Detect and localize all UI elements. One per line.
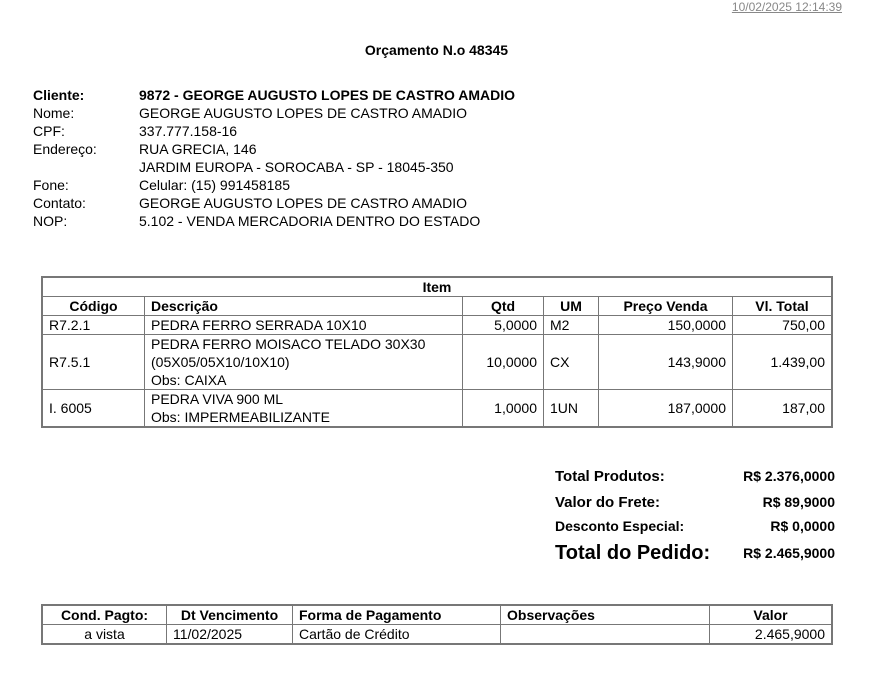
item-description-line1: PEDRA FERRO MOISACO TELADO 30X30 — [151, 336, 426, 352]
table-row — [42, 316, 832, 335]
freight-label: Valor do Frete: — [555, 493, 661, 511]
item-total: 750,00 — [733, 316, 833, 335]
payment-table — [41, 604, 833, 645]
item-um: M2 — [544, 316, 599, 335]
col-total: Vl. Total — [733, 297, 833, 316]
col-value: Valor — [710, 605, 833, 625]
item-qty: 1,0000 — [463, 390, 544, 428]
cpf-label: CPF: — [33, 123, 65, 139]
client-label: Cliente: — [33, 87, 85, 103]
payment-observations — [501, 625, 710, 645]
order-total-label: Total do Pedido: — [555, 541, 711, 564]
col-payment-condition: Cond. Pagto: — [42, 605, 167, 625]
item-observation: Obs: CAIXA — [151, 372, 227, 388]
item-code: R7.5.1 — [42, 335, 145, 390]
payment-method: Cartão de Crédito — [293, 625, 501, 645]
item-qty: 10,0000 — [463, 335, 544, 390]
cpf-value: 337.777.158-16 — [139, 123, 238, 139]
total-products-label: Total Produtos: — [555, 467, 665, 485]
phone-value: Celular: (15) 991458185 — [139, 177, 290, 193]
col-description: Descrição — [145, 297, 463, 316]
address-line1: RUA GRECIA, 146 — [139, 141, 257, 157]
col-code: Código — [42, 297, 145, 316]
item-price: 150,0000 — [599, 316, 733, 335]
items-header: Item — [42, 277, 832, 297]
name-label: Nome: — [33, 105, 75, 121]
col-qty: Qtd — [463, 297, 544, 316]
item-description — [145, 335, 463, 390]
order-total-value: R$ 2.465,9000 — [743, 545, 835, 561]
contact-label: Contato: — [33, 195, 86, 211]
col-due-date: Dt Vencimento — [167, 605, 293, 625]
col-payment-method: Forma de Pagamento — [293, 605, 501, 625]
item-code: R7.2.1 — [42, 316, 145, 335]
col-um: UM — [544, 297, 599, 316]
table-row — [42, 335, 832, 390]
items-table — [41, 276, 833, 428]
address-line2: JARDIM EUROPA - SOROCABA - SP - 18045-350 — [139, 159, 454, 175]
item-description-line2: (05X05/05X10/10X10) — [151, 354, 290, 370]
due-date: 11/02/2025 — [167, 625, 293, 645]
nop-value: 5.102 - VENDA MERCADORIA DENTRO DO ESTADO — [139, 213, 481, 229]
total-products-value: R$ 2.376,0000 — [743, 468, 835, 484]
phone-label: Fone: — [33, 177, 69, 193]
col-price: Preço Venda — [599, 297, 733, 316]
discount-value: R$ 0,0000 — [770, 518, 835, 534]
document-title: Orçamento N.o 48345 — [364, 42, 509, 58]
freight-value: R$ 89,9000 — [762, 494, 835, 510]
nop-label: NOP: — [33, 213, 68, 229]
name-value: GEORGE AUGUSTO LOPES DE CASTRO AMADIO — [139, 105, 468, 121]
item-price: 143,9000 — [599, 335, 733, 390]
item-code: I. 6005 — [42, 390, 145, 428]
item-um: CX — [544, 335, 599, 390]
payment-condition: a vista — [42, 625, 167, 645]
timestamp-link[interactable]: 10/02/2025 12:14:39 — [731, 0, 842, 14]
item-price: 187,0000 — [599, 390, 733, 428]
item-total: 187,00 — [733, 390, 833, 428]
contact-value: GEORGE AUGUSTO LOPES DE CASTRO AMADIO — [139, 195, 468, 211]
item-description: PEDRA FERRO SERRADA 10X10 — [145, 316, 463, 335]
payment-value: 2.465,9000 — [710, 625, 833, 645]
item-description — [145, 390, 463, 428]
item-observation: Obs: IMPERMEABILIZANTE — [151, 409, 330, 425]
table-row — [42, 625, 832, 645]
item-qty: 5,0000 — [463, 316, 544, 335]
item-total: 1.439,00 — [733, 335, 833, 390]
item-um: 1UN — [544, 390, 599, 428]
item-description-line1: PEDRA VIVA 900 ML — [151, 391, 284, 407]
address-label: Endereço: — [33, 141, 97, 157]
customer-info — [33, 86, 515, 230]
discount-label: Desconto Especial: — [555, 518, 685, 534]
col-observations: Observações — [501, 605, 710, 625]
table-row — [42, 390, 832, 428]
totals-summary — [555, 463, 835, 569]
client-value: 9872 - GEORGE AUGUSTO LOPES DE CASTRO AMADIO — [139, 87, 515, 103]
